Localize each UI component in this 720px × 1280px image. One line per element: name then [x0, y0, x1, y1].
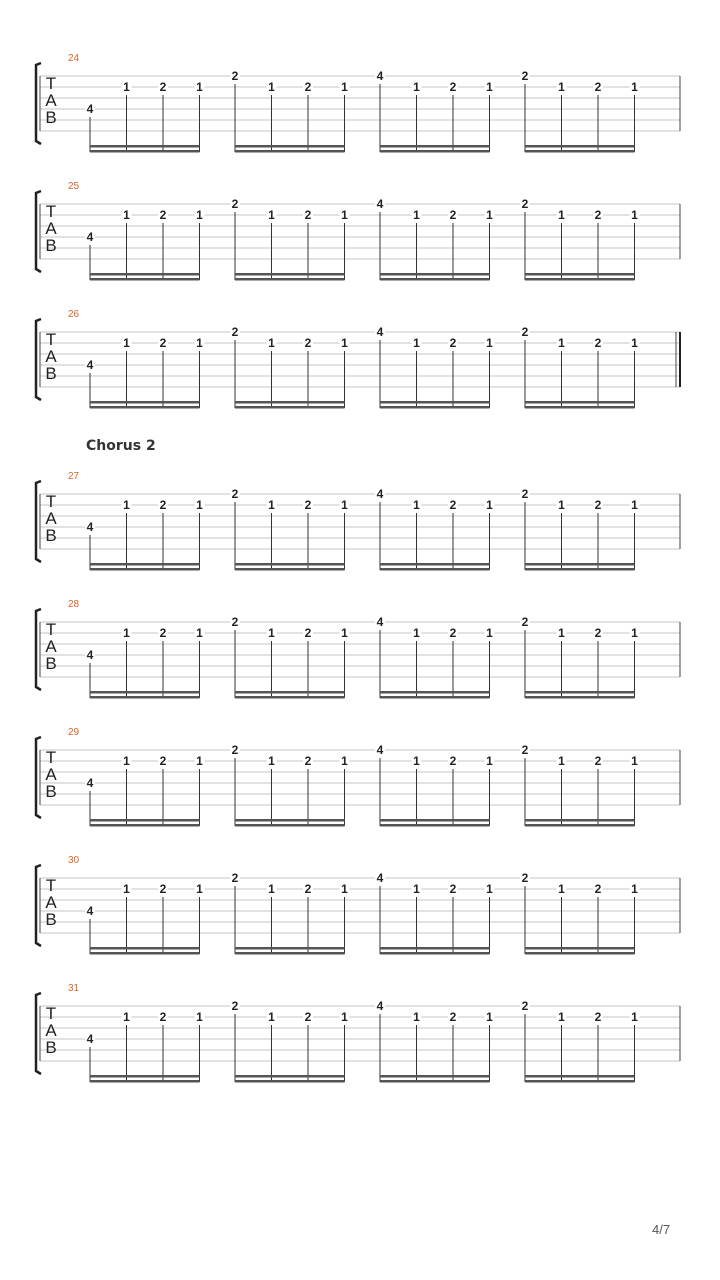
beam-primary: [235, 947, 345, 950]
fret-number: 1: [341, 1010, 348, 1024]
fret-number: 4: [376, 487, 384, 501]
fret-number: 2: [594, 882, 602, 896]
fret-number: 2: [449, 626, 457, 640]
fret-number: 1: [196, 882, 203, 896]
fret-number: 2: [304, 754, 312, 768]
beam-primary: [380, 691, 490, 694]
fret-number: 2: [521, 197, 529, 211]
beam-primary: [525, 401, 635, 404]
beam-secondary: [235, 406, 345, 409]
measure-number: 30: [68, 855, 80, 866]
beam-secondary: [380, 150, 490, 153]
beam-secondary: [380, 406, 490, 409]
fret-number: 2: [159, 336, 167, 350]
beam-secondary: [380, 1080, 490, 1083]
fret-number: 4: [376, 197, 384, 211]
fret-number: 1: [558, 336, 565, 350]
fret-number: 1: [631, 1010, 638, 1024]
beam-primary: [235, 273, 345, 276]
beam-secondary: [235, 824, 345, 827]
fret-number: 2: [449, 498, 457, 512]
fret-number: 1: [558, 498, 565, 512]
fret-number: 2: [231, 743, 239, 757]
fret-number: 1: [558, 208, 565, 222]
fret-number: 2: [231, 69, 239, 83]
fret-number: 1: [341, 208, 348, 222]
fret-number: 2: [449, 882, 457, 896]
beam-secondary: [380, 696, 490, 699]
beam-secondary: [525, 824, 635, 827]
fret-number: 2: [521, 325, 529, 339]
fret-number: 4: [376, 999, 384, 1013]
fret-number: 1: [631, 498, 638, 512]
beam-secondary: [235, 150, 345, 153]
fret-number: 4: [86, 520, 94, 534]
fret-number: 2: [231, 999, 239, 1013]
fret-number: 2: [521, 69, 529, 83]
beam-secondary: [525, 406, 635, 409]
tab-clef-letter-t: T: [45, 330, 57, 349]
fret-number: 4: [86, 230, 94, 244]
fret-number: 2: [159, 754, 167, 768]
fret-number: 1: [196, 208, 203, 222]
beam-secondary: [380, 278, 490, 281]
beam-primary: [380, 401, 490, 404]
fret-number: 1: [341, 80, 348, 94]
tab-clef-letter-b: B: [45, 236, 57, 255]
tab-clef-letter-t: T: [45, 74, 57, 93]
beam-secondary: [90, 150, 200, 153]
fret-number: 1: [486, 498, 493, 512]
beam-primary: [90, 819, 200, 822]
fret-number: 4: [86, 358, 94, 372]
fret-number: 4: [376, 69, 384, 83]
measure-number: 24: [68, 53, 80, 64]
fret-number: 2: [159, 626, 167, 640]
fret-number: 1: [341, 498, 348, 512]
fret-number: 4: [376, 743, 384, 757]
fret-number: 2: [304, 336, 312, 350]
fret-number: 1: [123, 498, 130, 512]
fret-number: 1: [631, 208, 638, 222]
tab-clef-letter-t: T: [45, 748, 57, 767]
beam-primary: [90, 273, 200, 276]
tab-clef-letter-a: A: [45, 91, 57, 110]
fret-number: 1: [413, 336, 420, 350]
fret-number: 2: [594, 498, 602, 512]
fret-number: 2: [304, 882, 312, 896]
fret-number: 4: [376, 325, 384, 339]
fret-number: 1: [486, 336, 493, 350]
fret-number: 2: [304, 498, 312, 512]
fret-number: 1: [486, 754, 493, 768]
beam-primary: [90, 401, 200, 404]
fret-number: 1: [486, 208, 493, 222]
beam-secondary: [235, 278, 345, 281]
measure-number: 28: [68, 599, 80, 610]
beam-secondary: [380, 568, 490, 571]
section-label-chorus-2: Chorus 2: [86, 438, 156, 454]
fret-number: 1: [486, 626, 493, 640]
fret-number: 1: [268, 498, 275, 512]
tab-clef-letter-a: A: [45, 509, 57, 528]
fret-number: 2: [449, 80, 457, 94]
beam-primary: [90, 1075, 200, 1078]
fret-number: 1: [413, 498, 420, 512]
beam-secondary: [525, 1080, 635, 1083]
beam-primary: [90, 145, 200, 148]
beam-primary: [235, 563, 345, 566]
fret-number: 1: [268, 1010, 275, 1024]
tab-clef-letter-b: B: [45, 526, 57, 545]
fret-number: 1: [268, 882, 275, 896]
fret-number: 1: [486, 80, 493, 94]
measure-number: 27: [68, 471, 80, 482]
beam-primary: [90, 563, 200, 566]
fret-number: 1: [268, 80, 275, 94]
fret-number: 2: [304, 1010, 312, 1024]
fret-number: 1: [486, 1010, 493, 1024]
fret-number: 1: [631, 626, 638, 640]
tab-clef-letter-b: B: [45, 782, 57, 801]
fret-number: 1: [413, 1010, 420, 1024]
beam-secondary: [90, 406, 200, 409]
fret-number: 1: [196, 1010, 203, 1024]
beam-primary: [525, 1075, 635, 1078]
beam-primary: [380, 273, 490, 276]
beam-primary: [380, 947, 490, 950]
fret-number: 2: [449, 754, 457, 768]
beam-primary: [380, 819, 490, 822]
fret-number: 2: [159, 1010, 167, 1024]
fret-number: 2: [594, 626, 602, 640]
tab-clef-letter-t: T: [45, 620, 57, 639]
beam-secondary: [90, 1080, 200, 1083]
page-number: 4/7: [652, 1222, 671, 1237]
fret-number: 1: [631, 336, 638, 350]
fret-number: 2: [231, 871, 239, 885]
fret-number: 1: [196, 80, 203, 94]
fret-number: 1: [631, 754, 638, 768]
tab-clef-letter-b: B: [45, 364, 57, 383]
fret-number: 2: [449, 336, 457, 350]
beam-primary: [525, 145, 635, 148]
measure-number: 26: [68, 309, 80, 320]
fret-number: 2: [159, 208, 167, 222]
tab-clef-letter-b: B: [45, 108, 57, 127]
fret-number: 2: [231, 325, 239, 339]
beam-secondary: [90, 696, 200, 699]
fret-number: 1: [486, 882, 493, 896]
fret-number: 1: [268, 754, 275, 768]
beam-primary: [90, 691, 200, 694]
beam-secondary: [90, 568, 200, 571]
fret-number: 1: [341, 882, 348, 896]
fret-number: 1: [558, 882, 565, 896]
fret-number: 2: [521, 999, 529, 1013]
beam-secondary: [525, 568, 635, 571]
beam-secondary: [90, 278, 200, 281]
fret-number: 4: [86, 648, 94, 662]
fret-number: 4: [86, 776, 94, 790]
fret-number: 1: [123, 80, 130, 94]
fret-number: 2: [231, 197, 239, 211]
fret-number: 1: [268, 208, 275, 222]
beam-primary: [380, 1075, 490, 1078]
fret-number: 2: [521, 871, 529, 885]
beam-secondary: [380, 824, 490, 827]
fret-number: 2: [594, 336, 602, 350]
fret-number: 2: [521, 615, 529, 629]
beam-primary: [235, 145, 345, 148]
fret-number: 1: [123, 626, 130, 640]
fret-number: 1: [196, 626, 203, 640]
fret-number: 2: [159, 498, 167, 512]
fret-number: 1: [268, 336, 275, 350]
fret-number: 1: [631, 80, 638, 94]
beam-secondary: [235, 1080, 345, 1083]
fret-number: 4: [376, 615, 384, 629]
fret-number: 2: [594, 80, 602, 94]
fret-number: 4: [86, 904, 94, 918]
tab-clef-letter-a: A: [45, 1021, 57, 1040]
tab-clef-letter-b: B: [45, 654, 57, 673]
beam-secondary: [525, 278, 635, 281]
beam-primary: [235, 401, 345, 404]
beam-primary: [525, 273, 635, 276]
fret-number: 1: [341, 336, 348, 350]
beam-secondary: [235, 696, 345, 699]
beam-primary: [380, 563, 490, 566]
fret-number: 2: [159, 80, 167, 94]
fret-number: 2: [304, 626, 312, 640]
tab-clef-letter-t: T: [45, 1004, 57, 1023]
fret-number: 4: [86, 102, 94, 116]
fret-number: 4: [86, 1032, 94, 1046]
beam-secondary: [235, 952, 345, 955]
beam-secondary: [525, 696, 635, 699]
fret-number: 1: [558, 80, 565, 94]
tab-clef-letter-t: T: [45, 202, 57, 221]
fret-number: 1: [268, 626, 275, 640]
beam-primary: [235, 691, 345, 694]
beam-secondary: [90, 824, 200, 827]
fret-number: 2: [304, 208, 312, 222]
fret-number: 2: [594, 208, 602, 222]
measure-number: 25: [68, 181, 80, 192]
fret-number: 1: [196, 498, 203, 512]
fret-number: 1: [558, 1010, 565, 1024]
fret-number: 1: [341, 626, 348, 640]
fret-number: 2: [521, 743, 529, 757]
fret-number: 1: [558, 626, 565, 640]
fret-number: 2: [594, 1010, 602, 1024]
beam-primary: [525, 819, 635, 822]
tab-clef-letter-t: T: [45, 876, 57, 895]
beam-primary: [380, 145, 490, 148]
tab-clef-letter-a: A: [45, 765, 57, 784]
fret-number: 1: [413, 626, 420, 640]
fret-number: 1: [123, 208, 130, 222]
fret-number: 2: [304, 80, 312, 94]
fret-number: 2: [231, 487, 239, 501]
beam-primary: [525, 563, 635, 566]
fret-number: 4: [376, 871, 384, 885]
beam-primary: [525, 947, 635, 950]
fret-number: 1: [123, 754, 130, 768]
beam-secondary: [235, 568, 345, 571]
fret-number: 1: [413, 882, 420, 896]
fret-number: 2: [159, 882, 167, 896]
beam-primary: [90, 947, 200, 950]
beam-primary: [235, 819, 345, 822]
fret-number: 2: [594, 754, 602, 768]
tab-clef-letter-a: A: [45, 893, 57, 912]
tab-clef-letter-a: A: [45, 637, 57, 656]
fret-number: 1: [196, 336, 203, 350]
tab-clef-letter-a: A: [45, 347, 57, 366]
fret-number: 1: [341, 754, 348, 768]
fret-number: 1: [413, 208, 420, 222]
beam-secondary: [525, 150, 635, 153]
tab-clef-letter-a: A: [45, 219, 57, 238]
beam-primary: [235, 1075, 345, 1078]
fret-number: 1: [631, 882, 638, 896]
fret-number: 2: [521, 487, 529, 501]
fret-number: 1: [123, 882, 130, 896]
fret-number: 1: [123, 1010, 130, 1024]
tab-clef-letter-b: B: [45, 1038, 57, 1057]
fret-number: 1: [123, 336, 130, 350]
tab-clef-letter-t: T: [45, 492, 57, 511]
beam-secondary: [525, 952, 635, 955]
fret-number: 1: [413, 754, 420, 768]
measure-number: 29: [68, 727, 80, 738]
beam-secondary: [380, 952, 490, 955]
tab-clef-letter-b: B: [45, 910, 57, 929]
fret-number: 2: [449, 208, 457, 222]
fret-number: 2: [449, 1010, 457, 1024]
fret-number: 1: [558, 754, 565, 768]
fret-number: 1: [413, 80, 420, 94]
measure-number: 31: [68, 983, 80, 994]
fret-number: 2: [231, 615, 239, 629]
fret-number: 1: [196, 754, 203, 768]
beam-primary: [525, 691, 635, 694]
beam-secondary: [90, 952, 200, 955]
